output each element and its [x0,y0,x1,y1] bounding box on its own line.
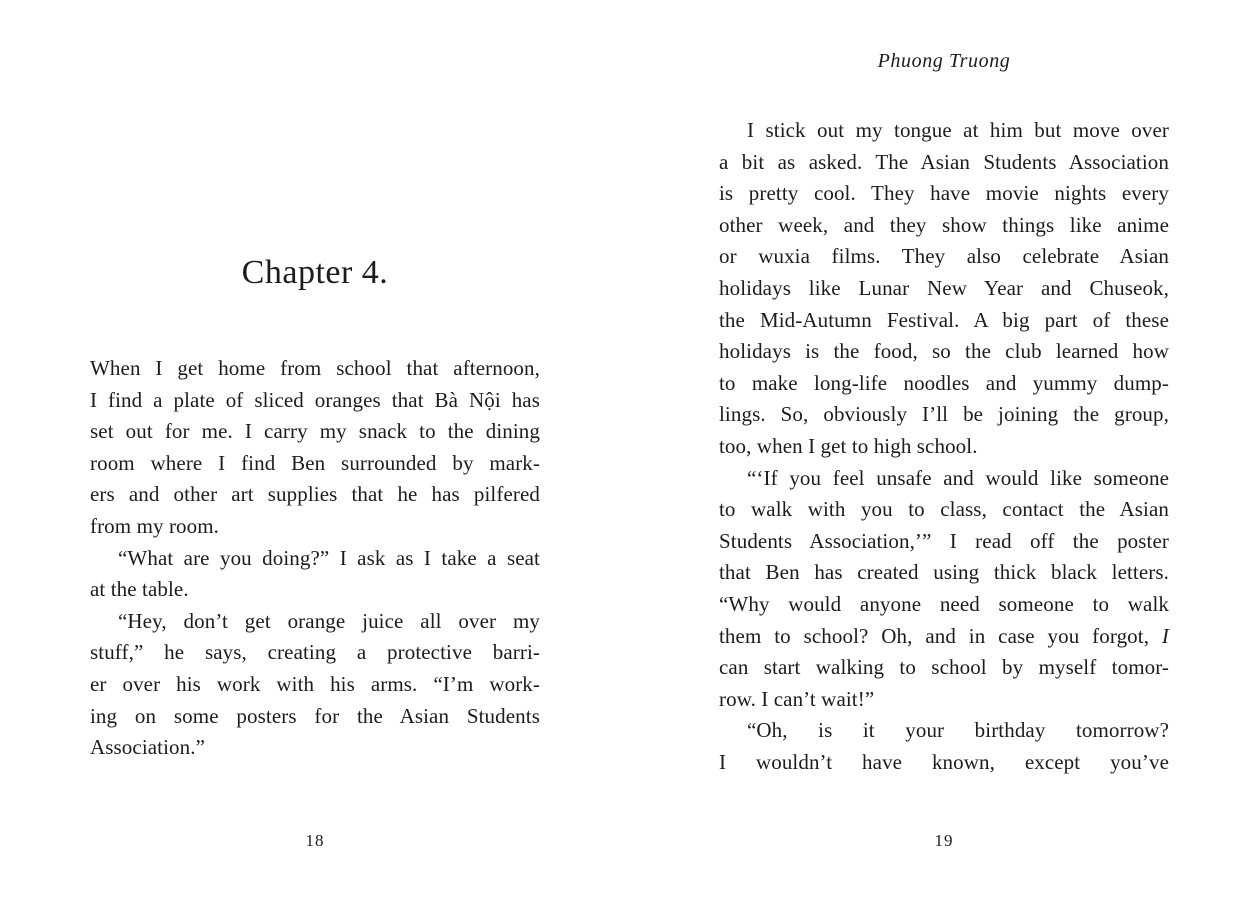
paragraph [719,463,1169,716]
text-line: other week, and they show things like anime [719,212,1169,237]
right-page-body [719,115,1169,778]
text-line: room where I find Ben surrounded by mark- [90,450,540,475]
right-page-number: 19 [934,831,954,850]
paragraph [719,715,1169,778]
left-page-number: 18 [305,831,325,850]
left-page-body [90,353,540,764]
text-line: holidays is the food, so the club learned how [719,339,1169,364]
paragraph [90,353,540,543]
text-line: the Mid-Autumn Festival. A big part of these [719,307,1169,332]
paragraph [90,543,540,606]
paragraph [90,606,540,764]
right-page [630,0,1260,900]
text-line: ing on some posters for the Asian Students [90,703,540,728]
text-line: “Oh, is it your birthday tomorrow? [747,718,1169,743]
text-line: lings. So, obviously I’ll be joining the group, [719,402,1169,427]
text-run: them to school? Oh, and in case you forgot, [719,623,1162,648]
text-line: stuff,” he says, creating a protective barri- [90,640,540,665]
paragraph [719,115,1169,463]
text-line: Association.” [90,735,206,760]
italic-text-run: I [1161,623,1169,648]
chapter-title: Chapter 4. [241,254,389,291]
text-line: holidays like Lunar New Year and Chuseok, [719,275,1169,300]
text-line: I find a plate of sliced oranges that Bà Nội has [90,387,540,412]
running-header: Phuong Truong [877,50,1011,72]
text-line: “Hey, don’t get orange juice all over my [118,608,540,633]
text-line: I wouldn’t have known, except you’ve [719,749,1169,774]
text-line: “What are you doing?” I ask as I take a seat [118,545,540,570]
text-line: er over his work with his arms. “I’m work- [90,671,540,696]
text-line: to make long-life noodles and yummy dump- [719,370,1169,395]
text-line: “Why would anyone need someone to walk [719,591,1169,616]
text-line: I stick out my tongue at him but move over [747,118,1169,142]
text-line: “‘If you feel unsafe and would like someone [747,465,1169,490]
text-line: a bit as asked. The Asian Students Association [719,149,1169,174]
text-line: at the table. [90,577,189,602]
text-line: set out for me. I carry my snack to the dining [90,419,540,444]
text-line: from my room. [90,513,220,538]
text-line: to walk with you to class, contact the Asian [719,497,1169,522]
text-line: that Ben has created using thick black letters. [719,560,1169,585]
text-line: When I get home from school that afternoon, [90,356,540,380]
text-line: Students Association,’” I read off the poster [719,528,1169,553]
text-line: or wuxia films. They also celebrate Asian [719,244,1169,269]
text-line: ers and other art supplies that he has pilfered [90,482,540,507]
text-line: row. I can’t wait!” [719,686,875,711]
text-line: too, when I get to high school. [719,433,978,458]
text-line: can start walking to school by myself tomor- [719,655,1169,680]
text-line [719,621,1169,653]
text-line: is pretty cool. They have movie nights every [719,181,1169,206]
